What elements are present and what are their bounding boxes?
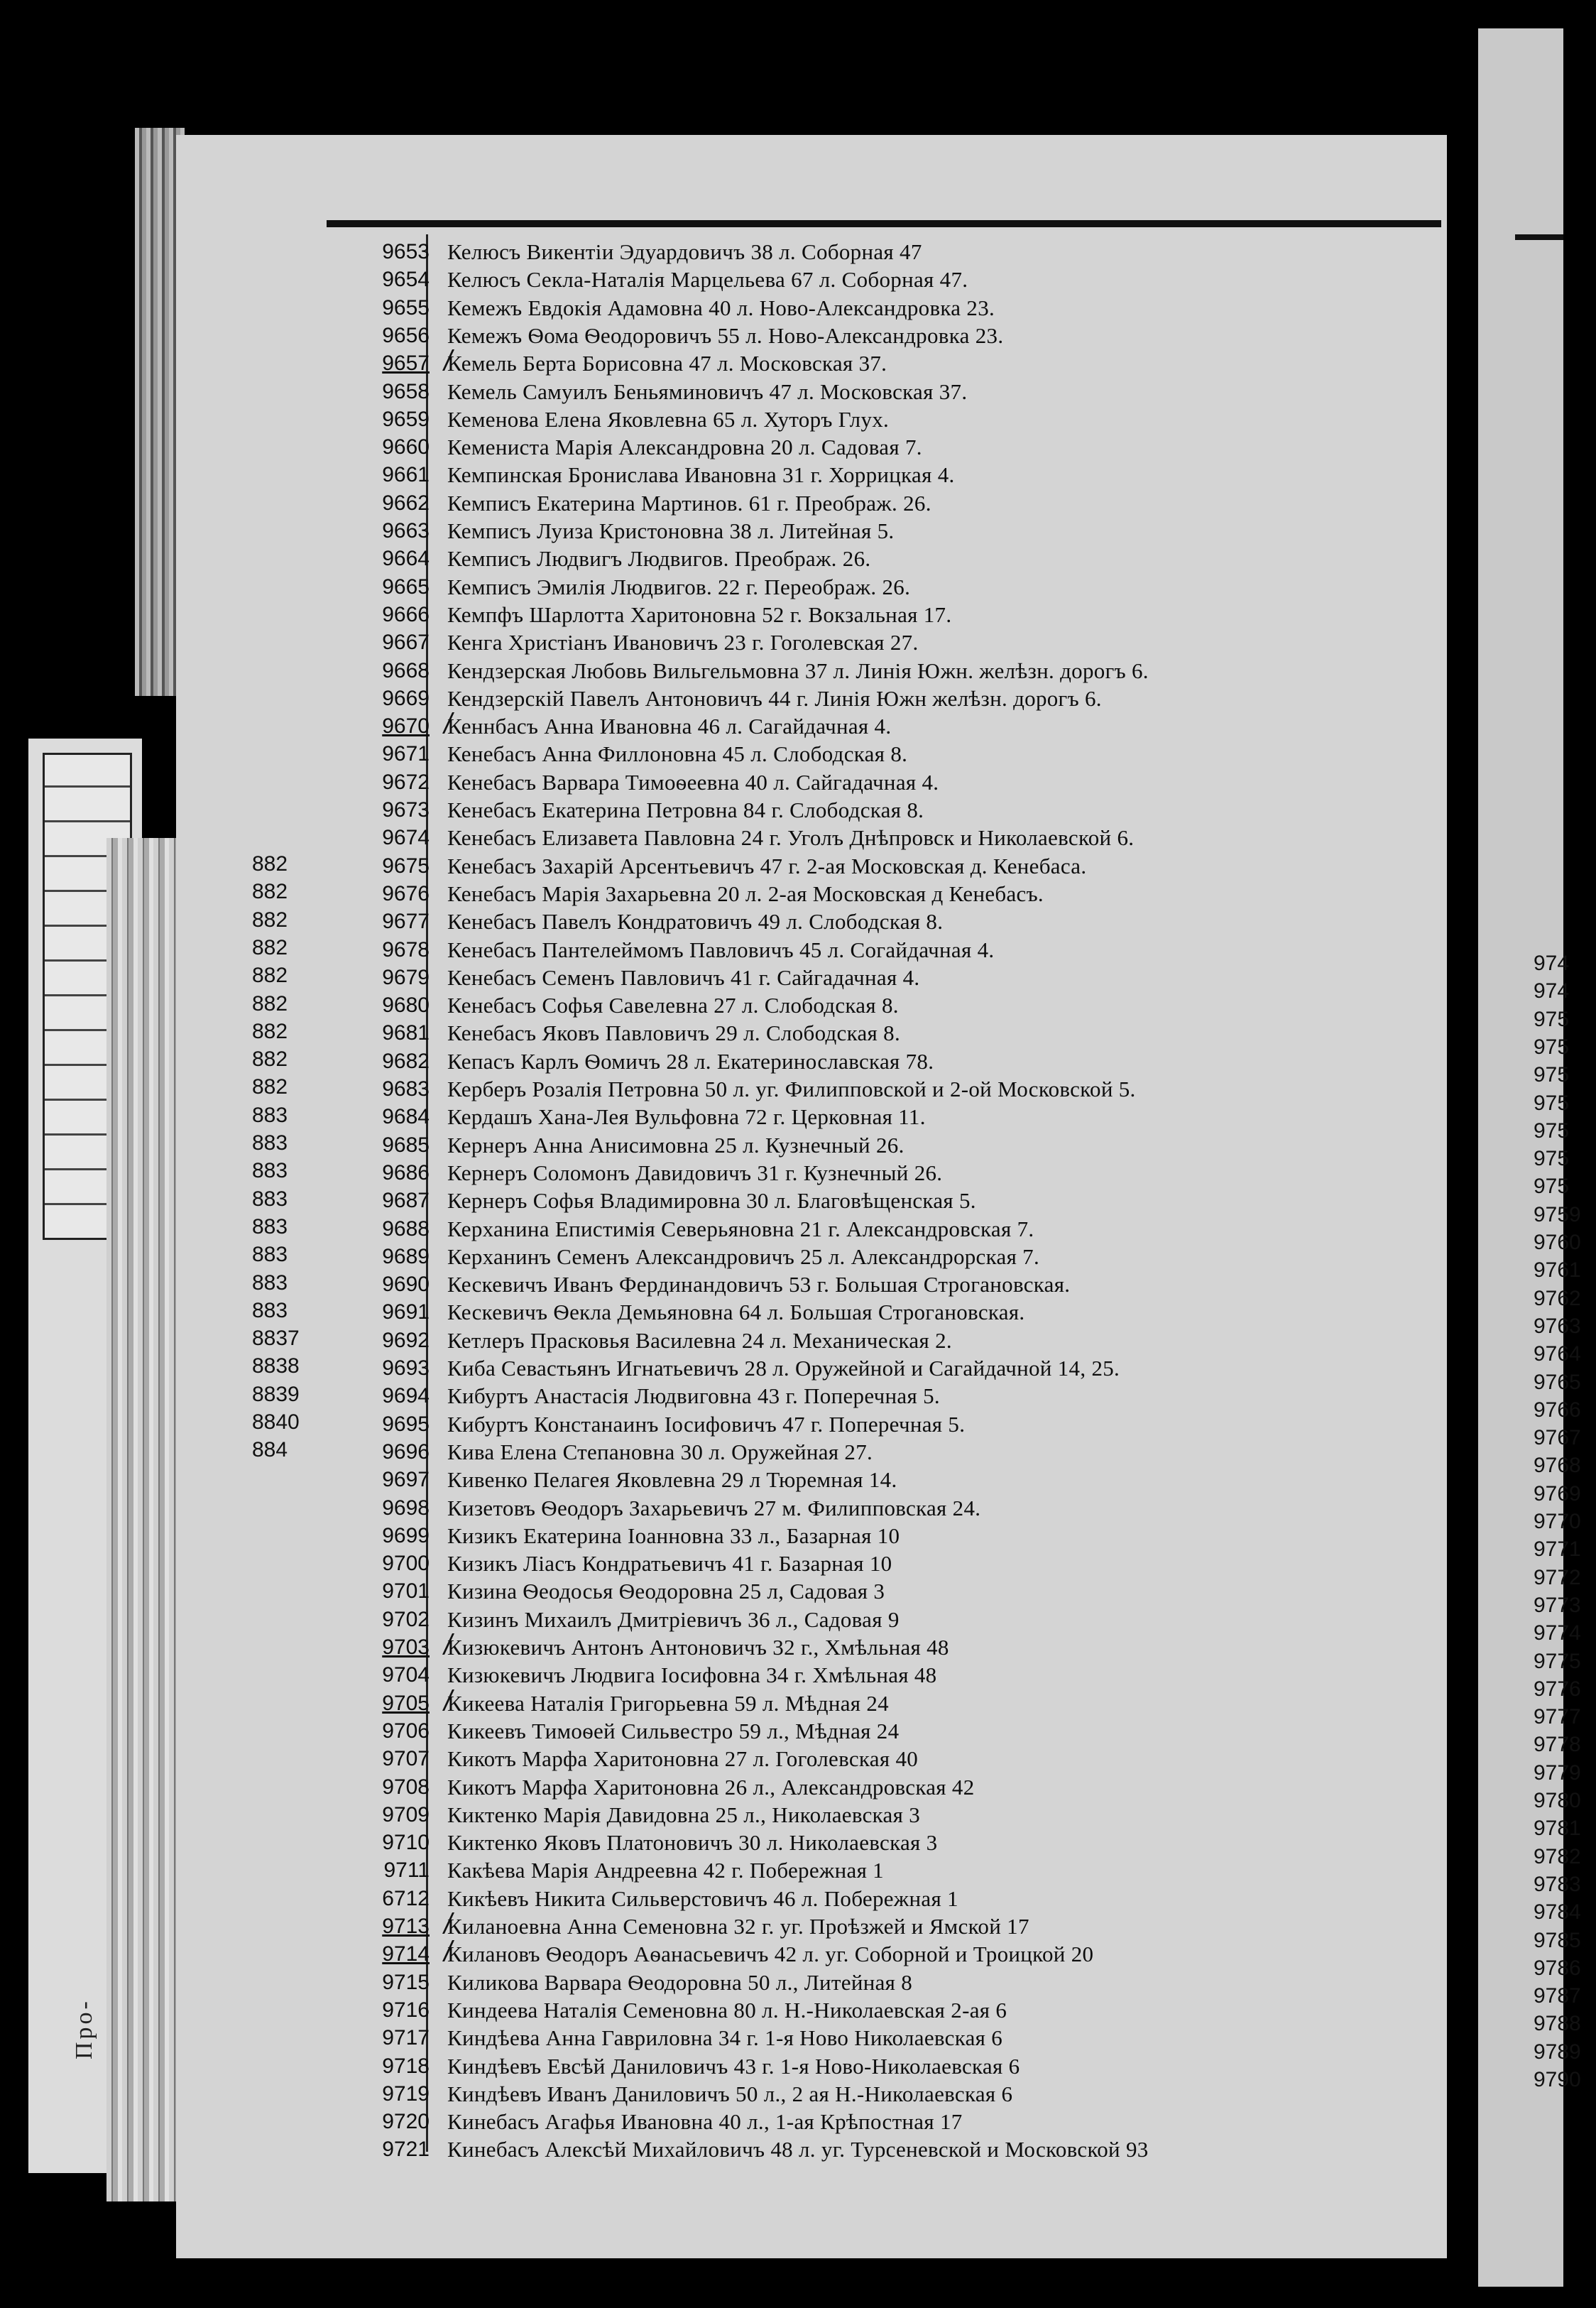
header-rule	[327, 220, 1441, 227]
entry-text: Керханина Епистимія Северьяновна 21 г. Александровская 7.	[447, 1216, 1034, 1241]
entry-number: 9660	[382, 435, 430, 459]
directory-entry	[334, 2024, 1441, 2052]
right-fragment-number: 9760	[1534, 1231, 1581, 1254]
directory-entry	[334, 1689, 1441, 1717]
right-fragment-number: 9773	[1534, 1593, 1581, 1617]
entry-text: Кемписъ Эмилія Людвигов. 22 г. Переображ. 26.	[447, 574, 911, 599]
directory-entry	[334, 545, 1441, 572]
entry-text: Кемежъ Ѳома Ѳеодоровичъ 55 л. Ново-Александровка 23.	[447, 322, 1004, 348]
directory-entry	[334, 1103, 1441, 1131]
entry-text: Кетлеръ Прасковья Василевна 24 л. Механическая 2.	[447, 1327, 952, 1353]
directory-entry	[334, 1354, 1441, 1382]
left-fragment-number: 882	[252, 1019, 288, 1043]
directory-entry	[334, 2135, 1441, 2163]
right-page-rule	[1515, 234, 1563, 240]
left-fragment-number: 882	[252, 935, 288, 959]
directory-entry	[334, 712, 1441, 740]
right-fragment-number: 9782	[1534, 1844, 1581, 1868]
directory-entry	[334, 1633, 1441, 1661]
directory-entry	[334, 1745, 1441, 1773]
directory-entry	[334, 1717, 1441, 1745]
right-fragment-number: 975	[1534, 1007, 1570, 1031]
entry-text: Кенебасъ Семенъ Павловичъ 41 г. Сайгадачная 4.	[447, 964, 920, 990]
entry-text: Келюсъ Секла-Наталія Марцельева 67 л. Соборная 47.	[447, 267, 968, 293]
right-fragment-number: 9764	[1534, 1342, 1581, 1366]
directory-entry	[334, 936, 1441, 964]
entry-number: 9667	[382, 631, 430, 655]
entry-text: Кизетовъ Ѳеодоръ Захарьевичъ 27 м. Филипповская 24.	[447, 1495, 981, 1520]
directory-entry	[334, 1550, 1441, 1577]
entry-text: Кенебасъ Захарій Арсентьевичъ 47 г. 2-ая Московская д. Кенебаса.	[447, 853, 1087, 878]
entry-text: Кемписъ Луиза Кристоновна 38 л. Литейная 5.	[447, 518, 895, 543]
entry-text: Кемежъ Евдокія Адамовна 40 л. Ново-Александровка 23.	[447, 295, 995, 320]
right-fragment-number: 975	[1534, 1091, 1570, 1115]
directory-entry	[334, 852, 1441, 880]
right-fragment-number: 975	[1534, 1118, 1570, 1143]
entry-text: Кескевичъ Иванъ Фердинандовичъ 53 г. Большая Строгановская.	[447, 1272, 1071, 1297]
left-fragment-number: 883	[252, 1243, 288, 1267]
left-fragment-number: 882	[252, 991, 288, 1016]
entry-number: 9700	[382, 1552, 430, 1576]
entry-number: 9720	[382, 2110, 430, 2134]
entry-text: Кеннбасъ Анна Ивановна 46 л. Сагайдачная 4.	[447, 714, 892, 739]
right-fragment-number: 9772	[1534, 1565, 1581, 1589]
directory-entry	[334, 1019, 1441, 1047]
entry-number: 6712	[382, 1886, 430, 1910]
right-fragment-number: 9778	[1534, 1733, 1581, 1757]
directory-entry	[334, 1606, 1441, 1633]
directory-entry	[334, 405, 1441, 433]
directory-entry	[334, 628, 1441, 656]
entry-text: Кемениста Марія Александровна 20 л. Садовая 7.	[447, 435, 922, 460]
left-fragment-number: 8840	[252, 1410, 300, 1434]
right-fragment-number: 9788	[1534, 2012, 1581, 2036]
entry-number: 9694	[382, 1384, 430, 1408]
right-fragment-number: 9766	[1534, 1398, 1581, 1422]
entry-number: 9696	[382, 1439, 430, 1464]
entry-number: 9673	[382, 798, 430, 822]
entry-number: 9717	[382, 2026, 430, 2050]
entry-number: 9658	[382, 379, 430, 403]
entry-text: Кернеръ Софья Владимировна 30 л. Благовѣщенская 5.	[447, 1188, 976, 1214]
right-fragment-number: 9779	[1534, 1760, 1581, 1785]
left-fragment-number: 883	[252, 1131, 288, 1155]
entry-number: 9708	[382, 1775, 430, 1799]
directory-entry	[334, 517, 1441, 545]
entry-text: Кескевичъ Ѳекла Демьяновна 64 л. Большая Строгановская.	[447, 1300, 1025, 1325]
directory-entry	[334, 1215, 1441, 1243]
entry-text: Кеменова Елена Яковлевна 65 л. Хуторъ Глух.	[447, 406, 890, 432]
directory-entry	[334, 433, 1441, 461]
entry-number: 9689	[382, 1244, 430, 1268]
entry-text: Келюсъ Викентіи Эдуардовичъ 38 л. Соборная 47	[447, 239, 922, 264]
entry-number: 9676	[382, 881, 430, 905]
directory-entry	[334, 1801, 1441, 1829]
right-fragment-number: 9765	[1534, 1370, 1581, 1394]
entry-number: 9686	[382, 1160, 430, 1185]
directory-entry	[334, 908, 1441, 935]
left-fragment-number: 882	[252, 852, 288, 876]
right-fragment-number: 9789	[1534, 2040, 1581, 2064]
entry-text: Кенебасъ Марія Захарьевна 20 л. 2-ая Московская д Кенебасъ.	[447, 881, 1044, 906]
directory-entry	[334, 489, 1441, 517]
entry-number: 9659	[382, 407, 430, 431]
entry-number: 9714	[382, 1942, 430, 1966]
entry-text: Кизинъ Михаилъ Дмитріевичъ 36 л., Садовая 9	[447, 1606, 900, 1632]
entry-number: 9682	[382, 1049, 430, 1073]
directory-entry	[334, 1577, 1441, 1605]
directory-entry	[334, 378, 1441, 405]
entry-text: Кикотъ Марфа Харитоновна 26 л., Александровская 42	[447, 1774, 975, 1800]
right-fragment-number: 9783	[1534, 1872, 1581, 1896]
entry-text: Керханинъ Семенъ Александровичъ 25 л. Александрорская 7.	[447, 1243, 1040, 1269]
entry-number: 9675	[382, 854, 430, 878]
directory-entry	[334, 1159, 1441, 1187]
entry-number: 9715	[382, 1970, 430, 1994]
entry-number: 9693	[382, 1356, 430, 1380]
entry-number: 9664	[382, 547, 430, 571]
right-fragment-number: 975	[1534, 1035, 1570, 1059]
left-fragment-number: 8839	[252, 1382, 300, 1406]
directory-entry	[334, 1885, 1441, 1912]
directory-entry	[334, 601, 1441, 628]
under-page-text-line: Про-	[71, 1998, 97, 2059]
entry-number: 9669	[382, 686, 430, 710]
right-fragment-number: 9770	[1534, 1510, 1581, 1533]
entry-number: 9655	[382, 295, 430, 320]
entry-number: 9692	[382, 1328, 430, 1352]
directory-entry	[334, 1131, 1441, 1159]
entry-number: 9698	[382, 1496, 430, 1520]
directory-entry	[334, 1438, 1441, 1466]
entry-number: 9716	[382, 1998, 430, 2022]
right-fragment-number: 9781	[1534, 1817, 1581, 1841]
entry-number: 9674	[382, 826, 430, 850]
entry-text: Кендзерскій Павелъ Антоновичъ 44 г. Линія Южн желѣзн. дорогъ 6.	[447, 685, 1102, 711]
directory-entry	[334, 1996, 1441, 2024]
entry-number: 9663	[382, 519, 430, 543]
entry-text: Кернеръ Соломонъ Давидовичъ 31 г. Кузнечный 26.	[447, 1160, 943, 1185]
entry-number: 9657	[382, 352, 430, 376]
right-fragment-number: 9785	[1534, 1928, 1581, 1952]
entry-number: 9685	[382, 1133, 430, 1157]
right-fragment-number: 9767	[1534, 1426, 1581, 1450]
entry-number: 9713	[382, 1915, 430, 1938]
entry-text: Какѣева Марія Андреевна 42 г. Побережная 1	[447, 1858, 884, 1883]
left-fragment-number: 882	[252, 1047, 288, 1072]
right-fragment-number: 9775	[1534, 1649, 1581, 1673]
entry-text: Кемпинская Бронислава Ивановна 31 г. Хоррицкая 4.	[447, 462, 955, 488]
entry-text: Кикѣевъ Никита Сильверстовичъ 46 л. Побережная 1	[447, 1885, 958, 1911]
entry-text: Кинебасъ Агафья Ивановна 40 л., 1-ая Крѣпостная 17	[447, 2109, 963, 2135]
entry-number: 9662	[382, 491, 430, 515]
entry-text: Керберъ Розалія Петровна 50 л. уг. Филипповской и 2-ой Московской 5.	[447, 1077, 1136, 1101]
entry-text: Кепасъ Карлъ Ѳомичъ 28 л. Екатеринославская 78.	[447, 1048, 934, 1074]
directory-entry	[334, 266, 1441, 293]
directory-entry	[334, 1298, 1441, 1326]
left-fragment-number: 883	[252, 1214, 288, 1239]
directory-entry	[334, 1382, 1441, 1410]
entry-number: 9703	[382, 1635, 430, 1659]
directory-entry	[334, 1075, 1441, 1103]
right-fragment-number: 974	[1534, 979, 1570, 1003]
directory-entry	[334, 768, 1441, 796]
entry-text: Киктенко Яковъ Платоновичъ 30 л. Николаевская 3	[447, 1830, 938, 1856]
right-fragment-number: 9763	[1534, 1314, 1581, 1338]
directory-entry	[334, 685, 1441, 712]
entry-text: Кива Елена Степановна 30 л. Оружейная 27.	[447, 1439, 873, 1464]
entry-text: Кенебасъ Софья Савелевна 27 л. Слободская 8.	[447, 993, 899, 1018]
entry-number: 9665	[382, 575, 430, 599]
entry-number: 9691	[382, 1300, 430, 1324]
entry-number: 9702	[382, 1607, 430, 1631]
entry-text: Киликова Варвара Ѳеодоровна 50 л., Литейная 8	[447, 1969, 913, 1995]
right-fragment-number: 9761	[1534, 1258, 1581, 1283]
right-fragment-number: 9768	[1534, 1454, 1581, 1478]
entry-text: Кизикъ Ліасъ Кондратьевичъ 41 г. Базарная 10	[447, 1551, 892, 1577]
directory-entry	[334, 1912, 1441, 1940]
right-fragment-number: 975	[1534, 1063, 1570, 1087]
right-fragment-number: 975	[1534, 1175, 1570, 1199]
right-fragment-number: 974	[1534, 952, 1570, 975]
right-fragment-number: 9777	[1534, 1705, 1581, 1729]
directory-entry	[334, 991, 1441, 1019]
entry-number: 9678	[382, 937, 430, 962]
entry-number: 9690	[382, 1273, 430, 1297]
directory-entry	[334, 1856, 1441, 1884]
entry-number: 9701	[382, 1579, 430, 1604]
entry-text: Киланоевна Анна Семеновна 32 г. уг. Проѣзжей и Ямской 17	[447, 1914, 1029, 1939]
entry-text: Кизюкевичъ Людвига Іосифовна 34 г. Хмѣльная 48	[447, 1662, 937, 1688]
entry-text: Кендзерская Любовь Вильгельмовна 37 л. Линія Южн. желѣзн. дорогъ 6.	[447, 658, 1149, 683]
entry-text: Кенебасъ Варвара Тимоѳеевна 40 л. Сайгадачная 4.	[447, 769, 939, 795]
directory-entry	[334, 1829, 1441, 1856]
entry-text: Кибуртъ Анастасія Людвиговна 43 г. Поперечная 5.	[447, 1383, 940, 1409]
entry-text: Кемель Самуилъ Беньяминовичъ 47 л. Московская 37.	[447, 379, 968, 404]
entry-text: Кенга Христіанъ Ивановичъ 23 г. Гоголевская 27.	[447, 630, 919, 655]
entry-text: Кикотъ Марфа Харитоновна 27 л. Гоголевская 40	[447, 1746, 919, 1772]
entry-number: 9697	[382, 1468, 430, 1492]
entry-text: Кенебасъ Елизавета Павловна 24 г. Уголъ Днѣпровск и Николаевской 6.	[447, 825, 1135, 851]
directory-entry	[334, 880, 1441, 908]
entry-text: Киктенко Марія Давидовна 25 л., Николаевская 3	[447, 1802, 921, 1827]
right-fragment-number: 9769	[1534, 1481, 1581, 1506]
entry-text: Киндѣевъ Евсѣй Даниловичъ 43 г. 1-я Ново-Николаевская 6	[447, 2053, 1020, 2079]
entry-text: Кенебасъ Анна Филлоновна 45 л. Слободская 8.	[447, 741, 908, 767]
entry-number: 9671	[382, 742, 430, 766]
directory-entry	[334, 1243, 1441, 1270]
directory-entry	[334, 824, 1441, 851]
entry-text: Киндѣевъ Иванъ Даниловичъ 50 л., 2 ая Н.-Николаевская 6	[447, 2081, 1013, 2106]
directory-entry	[334, 964, 1441, 991]
directory-entry	[334, 1327, 1441, 1354]
right-fragment-number: 9759	[1534, 1202, 1581, 1226]
entry-text: Кемпфъ Шарлотта Харитоновна 52 г. Вокзальная 17.	[447, 602, 952, 627]
left-fragment-number: 8838	[252, 1354, 300, 1378]
directory-entry	[334, 1270, 1441, 1298]
entry-number: 9704	[382, 1663, 430, 1687]
directory-entry	[334, 1410, 1441, 1438]
entry-text: Кердашъ Хана-Лея Вульфовна 72 г. Церковная 11.	[447, 1104, 926, 1130]
left-fragment-number: 883	[252, 1298, 288, 1322]
entry-number: 9672	[382, 770, 430, 794]
directory-entry	[334, 1466, 1441, 1493]
left-fragment-number: 883	[252, 1159, 288, 1183]
directory-entry	[334, 657, 1441, 685]
right-fragment-number: 9780	[1534, 1789, 1581, 1812]
right-fragment-number: 9784	[1534, 1900, 1581, 1925]
entry-text: Кизюкевичъ Антонъ Антоновичъ 32 г., Хмѣльная 48	[447, 1635, 949, 1660]
left-fragment-number: 883	[252, 1187, 288, 1211]
entry-number: 9705	[382, 1691, 430, 1715]
right-fragment-number: 9776	[1534, 1677, 1581, 1701]
directory-entry	[334, 1522, 1441, 1550]
directory-entry	[334, 2052, 1441, 2080]
entry-number: 9710	[382, 1831, 430, 1855]
entry-number: 9677	[382, 910, 430, 934]
entry-text: Кемель Берта Борисовна 47 л. Московская 37.	[447, 351, 887, 376]
entry-number: 9719	[382, 2081, 430, 2106]
directory-entry	[334, 1661, 1441, 1689]
entry-number: 9707	[382, 1747, 430, 1771]
entry-number: 9699	[382, 1523, 430, 1547]
entry-number: 9666	[382, 602, 430, 626]
entry-text: Киба Севастьянъ Игнатьевичъ 28 л. Оружейной и Сагайдачной 14, 25.	[447, 1356, 1120, 1381]
directory-entry	[334, 1940, 1441, 1968]
left-fragment-number: 883	[252, 1103, 288, 1127]
right-page-fragment	[1478, 28, 1581, 2287]
directory-entry	[334, 1494, 1441, 1522]
entry-number: 9706	[382, 1719, 430, 1743]
right-fragment-number: 9762	[1534, 1286, 1581, 1310]
entry-number: 9670	[382, 714, 430, 739]
entry-number: 9661	[382, 463, 430, 487]
entry-number: 9654	[382, 268, 430, 292]
left-fragment-number: 8837	[252, 1327, 300, 1351]
entry-number: 9695	[382, 1412, 430, 1436]
left-fragment-number: 883	[252, 1270, 288, 1295]
entry-text: Кенебасъ Екатерина Петровна 84 г. Слободская 8.	[447, 798, 924, 822]
entry-number: 9653	[382, 240, 430, 263]
entry-number: 9668	[382, 658, 430, 682]
entry-text: Кивенко Пелагея Яковлевна 29 л Тюремная 14.	[447, 1467, 897, 1493]
entry-text: Киндѣева Анна Гавриловна 34 г. 1-я Ново Николаевская 6	[447, 2025, 1003, 2051]
right-fragment-number: 9774	[1534, 1621, 1581, 1645]
right-fragment-number: 975	[1534, 1147, 1570, 1171]
entry-number: 9721	[382, 2138, 430, 2162]
entry-text: Кенебасъ Яковъ Павловичъ 29 л. Слободская 8.	[447, 1020, 901, 1046]
directory-entry	[334, 2108, 1441, 2135]
right-fragment-number: 9786	[1534, 1956, 1581, 1980]
entry-number: 9681	[382, 1021, 430, 1045]
directory-entry	[334, 294, 1441, 322]
left-fragment-number: 884	[252, 1438, 288, 1462]
entry-number: 9709	[382, 1802, 430, 1827]
directory-entry	[334, 1773, 1441, 1801]
entry-text: Кинебасъ Алексѣй Михайловичъ 48 л. уг. Турсеневской и Московской 93	[447, 2137, 1149, 2162]
entry-number: 9684	[382, 1105, 430, 1129]
entry-text: Кернеръ Анна Анисимовна 25 л. Кузнечный 26.	[447, 1132, 904, 1158]
left-fragment-number: 882	[252, 1075, 288, 1099]
entry-text: Кибуртъ Констанаинъ Іосифовичъ 47 г. Поперечная 5.	[447, 1411, 966, 1437]
directory-entry	[334, 461, 1441, 489]
entry-number: 9718	[382, 2054, 430, 2078]
directory-entry	[334, 1969, 1441, 1996]
right-fragment-number: 9790	[1534, 2068, 1581, 2091]
entry-text: Киндеева Наталія Семеновна 80 л. Н.-Николаевская 2-ая 6	[447, 1997, 1007, 2023]
left-fragment-number: 882	[252, 880, 288, 904]
entry-text: Килановъ Ѳеодоръ Аѳанасьевичъ 42 л. уг. Соборной и Троицкой 20	[447, 1942, 1094, 1967]
directory-entry	[334, 322, 1441, 349]
directory-entry	[334, 349, 1441, 377]
directory-entry	[334, 1187, 1441, 1214]
directory-entry	[334, 1047, 1441, 1075]
entry-number: 9711	[383, 1858, 430, 1883]
entry-text: Кикеевъ Тимоѳей Сильвестро 59 л., Мѣдная 24	[447, 1718, 900, 1743]
entry-text: Кенебасъ Павелъ Кондратовичъ 49 л. Слободская 8.	[447, 909, 944, 935]
entry-number: 9680	[382, 994, 430, 1018]
entry-number: 9683	[382, 1077, 430, 1101]
entry-text: Кизикъ Екатерина Іоанновна 33 л., Базарная 10	[447, 1523, 900, 1548]
right-fragment-number: 9771	[1534, 1537, 1581, 1562]
entry-text: Кемписъ Екатерина Мартинов. 61 г. Преображ. 26.	[447, 490, 931, 516]
directory-entry	[334, 2080, 1441, 2108]
entry-text: Кенебасъ Пантелеймомъ Павловичъ 45 л. Согайдачная 4.	[447, 937, 995, 962]
entry-text: Кизина Ѳеодосья Ѳеодоровна 25 л, Садовая 3	[447, 1579, 885, 1604]
under-page-fragment-text	[71, 1562, 99, 2059]
entry-text: Кикеева Наталія Григорьевна 59 л. Мѣдная 24	[447, 1690, 889, 1716]
directory-entry	[334, 796, 1441, 824]
entry-number: 9688	[382, 1216, 430, 1241]
entry-text: Кемписъ Людвигъ Людвигов. Преображ. 26.	[447, 546, 871, 572]
left-fragment-number: 882	[252, 908, 288, 932]
entry-number: 9687	[382, 1189, 430, 1213]
entry-number: 9656	[382, 323, 430, 347]
directory-entry	[334, 573, 1441, 601]
entry-number: 9679	[382, 965, 430, 989]
directory-entry	[334, 238, 1441, 266]
right-fragment-number: 9787	[1534, 1984, 1581, 2008]
left-fragment-number: 882	[252, 964, 288, 988]
directory-entry	[334, 740, 1441, 768]
